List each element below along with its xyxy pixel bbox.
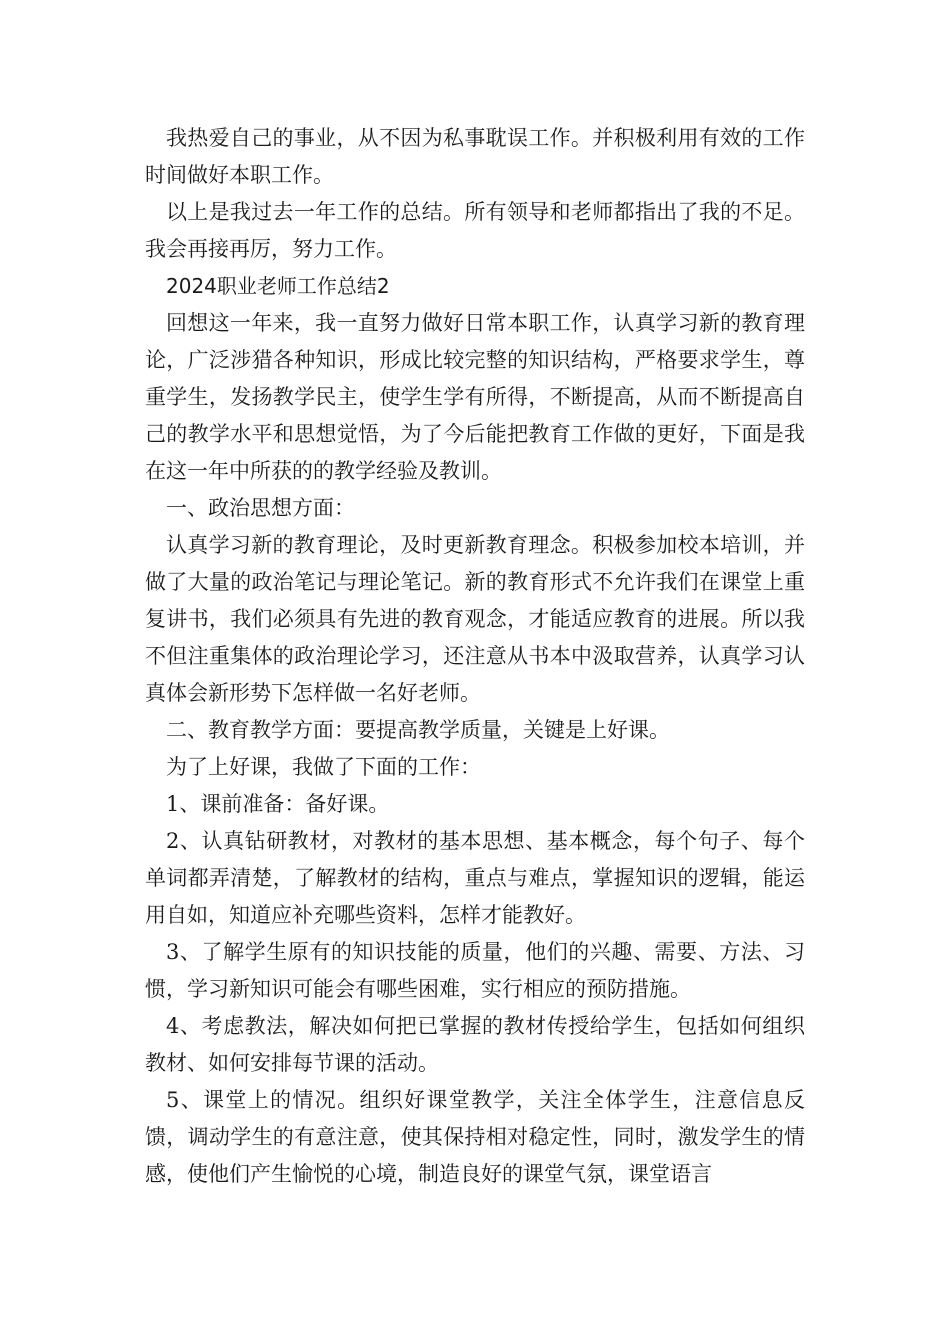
list-item-1: 1、课前准备：备好课。 <box>166 792 390 816</box>
section-heading-teaching: 二、教育教学方面：要提高教学质量，关键是上好课。 <box>166 718 670 742</box>
section-heading-political: 一、政治思想方面： <box>166 496 355 520</box>
list-item-2: 2、认真钻研教材，对教材的基本思想、基本概念，每个句子、每个单词都弄清楚，了解教材的结构，重点与难点，掌握知识的逻辑，能运用自如，知道应补充哪些资料，怎样才能教好。 <box>145 829 805 927</box>
paragraph-intro: 回想这一年来，我一直努力做好日常本职工作，认真学习新的教育理论，广泛涉猎各种知识，形成比较完整的知识结构，严格要求学生，尊重学生，发扬教学民主，使学生学有所得，不断提高，从而不断提高自己的教学水平和思想觉悟，为了今后能把教育工作做的更好，下面是我在这一年中所获的的教学经验及教训。 <box>145 311 805 483</box>
paragraph-political: 认真学习新的教育理论，及时更新教育理念。积极参加校本培训，并做了大量的政治笔记与理论笔记。新的教育形式不允许我们在课堂上重复讲书，我们必须具有先进的教育观念，才能适应教育的进展。所以我不但注重集体的政治理论学习，还注意从书本中汲取营养，认真学习认真体会新形势下怎样做一名好老师。 <box>145 533 805 705</box>
list-item-4: 4、考虑教法，解决如何把已掌握的教材传授给学生，包括如何组织教材、如何安排每节课的活动。 <box>145 1014 805 1075</box>
paragraph-teaching-intro: 为了上好课，我做了下面的工作： <box>166 755 481 779</box>
paragraph-summary-conclusion: 以上是我过去一年工作的总结。所有领导和老师都指出了我的不足。我会再接再厉，努力工作。 <box>145 200 805 261</box>
list-item-5: 5、课堂上的情况。组织好课堂教学，关注全体学生，注意信息反馈，调动学生的有意注意，使其保持相对稳定性，同时，激发学生的情感，使他们产生愉悦的心境，制造良好的课堂气氛，课堂语言 <box>145 1088 805 1186</box>
document-body <box>145 120 805 1193</box>
paragraph-dedication: 我热爱自己的事业，从不因为私事耽误工作。并积极利用有效的工作时间做好本职工作。 <box>145 126 805 187</box>
section-title: 2024职业老师工作总结2 <box>166 274 390 298</box>
list-item-3: 3、了解学生原有的知识技能的质量，他们的兴趣、需要、方法、习惯，学习新知识可能会有哪些困难，实行相应的预防措施。 <box>145 940 805 1001</box>
